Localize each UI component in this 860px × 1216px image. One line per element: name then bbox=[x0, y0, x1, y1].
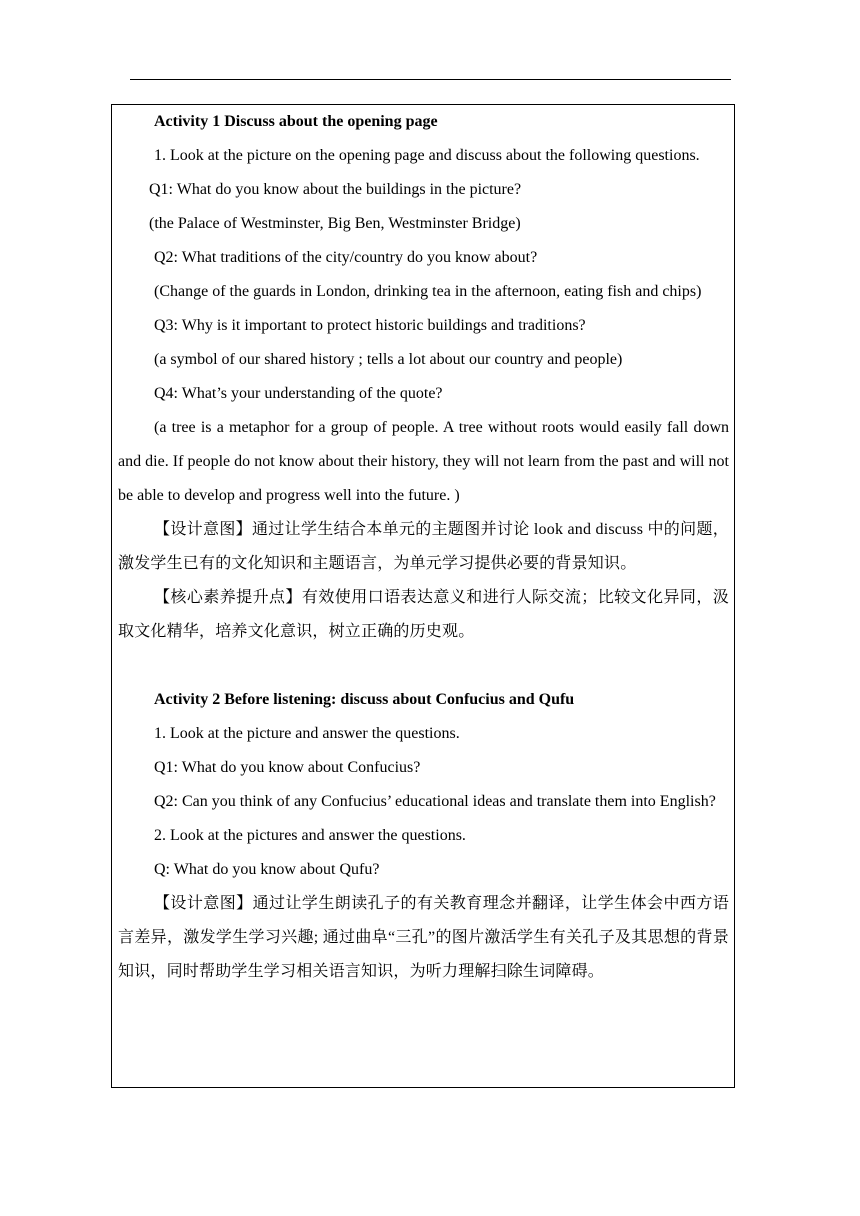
activity1-question-2: Q2: What traditions of the city/country do you know about? bbox=[154, 249, 538, 266]
activity1-answer-3: (a symbol of our shared history ; tells a lot about our country and people) bbox=[154, 351, 623, 368]
activity2-question-2: Q2: Can you think of any Confucius’ educational ideas and translate them into English? bbox=[154, 793, 716, 810]
activity2-design-intent: 【设计意图】通过让学生朗读孔子的有关教育理念并翻译，让学生体会中西方语言差异，激发学生学习兴趣; 通过曲阜“三孔”的图片激活学生有关孔子及其思想的背景知识，同时帮助学生学习相关语言知识，为听力理解扫除生词障碍。 bbox=[118, 895, 729, 980]
activity1-question-3: Q3: Why is it important to protect historic buildings and traditions? bbox=[154, 317, 586, 334]
activity1-design-intent: 【设计意图】通过让学生结合本单元的主题图并讨论 look and discuss 中的问题，激发学生已有的文化知识和主题语言，为单元学习提供必要的背景知识。 bbox=[118, 521, 729, 572]
activity1-title: Activity 1 Discuss about the opening page bbox=[154, 113, 438, 130]
activity1-answer-1: (the Palace of Westminster, Big Ben, Westminster Bridge) bbox=[149, 215, 521, 232]
activity2-instruction-1: 1. Look at the picture and answer the questions. bbox=[154, 725, 460, 742]
lesson-plan-content bbox=[118, 105, 729, 989]
activity1-core-literacy: 【核心素养提升点】有效使用口语表达意义和进行人际交流；比较文化异同，汲取文化精华，培养文化意识，树立正确的历史观。 bbox=[118, 589, 729, 640]
activity1-answer-4: (a tree is a metaphor for a group of people. A tree without roots would easily fall down and die. If people do not know about their history, they will not learn from the past and will not be able to develop and progress well into the future. ) bbox=[118, 419, 729, 504]
activity1-question-4: Q4: What’s your understanding of the quote? bbox=[154, 385, 443, 402]
activity2-title: Activity 2 Before listening: discuss about Confucius and Qufu bbox=[154, 691, 575, 708]
activity1-instruction: 1. Look at the picture on the opening page and discuss about the following questions. bbox=[154, 147, 700, 164]
activity1-question-1: Q1: What do you know about the buildings in the picture? bbox=[149, 181, 522, 198]
activity2-instruction-2: 2. Look at the pictures and answer the questions. bbox=[154, 827, 466, 844]
activity2-question-qufu: Q: What do you know about Qufu? bbox=[154, 861, 380, 878]
activity1-answer-2: (Change of the guards in London, drinking tea in the afternoon, eating fish and chips) bbox=[154, 283, 702, 300]
page-header-rule bbox=[130, 79, 731, 80]
activity2-question-1: Q1: What do you know about Confucius? bbox=[154, 759, 421, 776]
spacer bbox=[118, 649, 729, 683]
